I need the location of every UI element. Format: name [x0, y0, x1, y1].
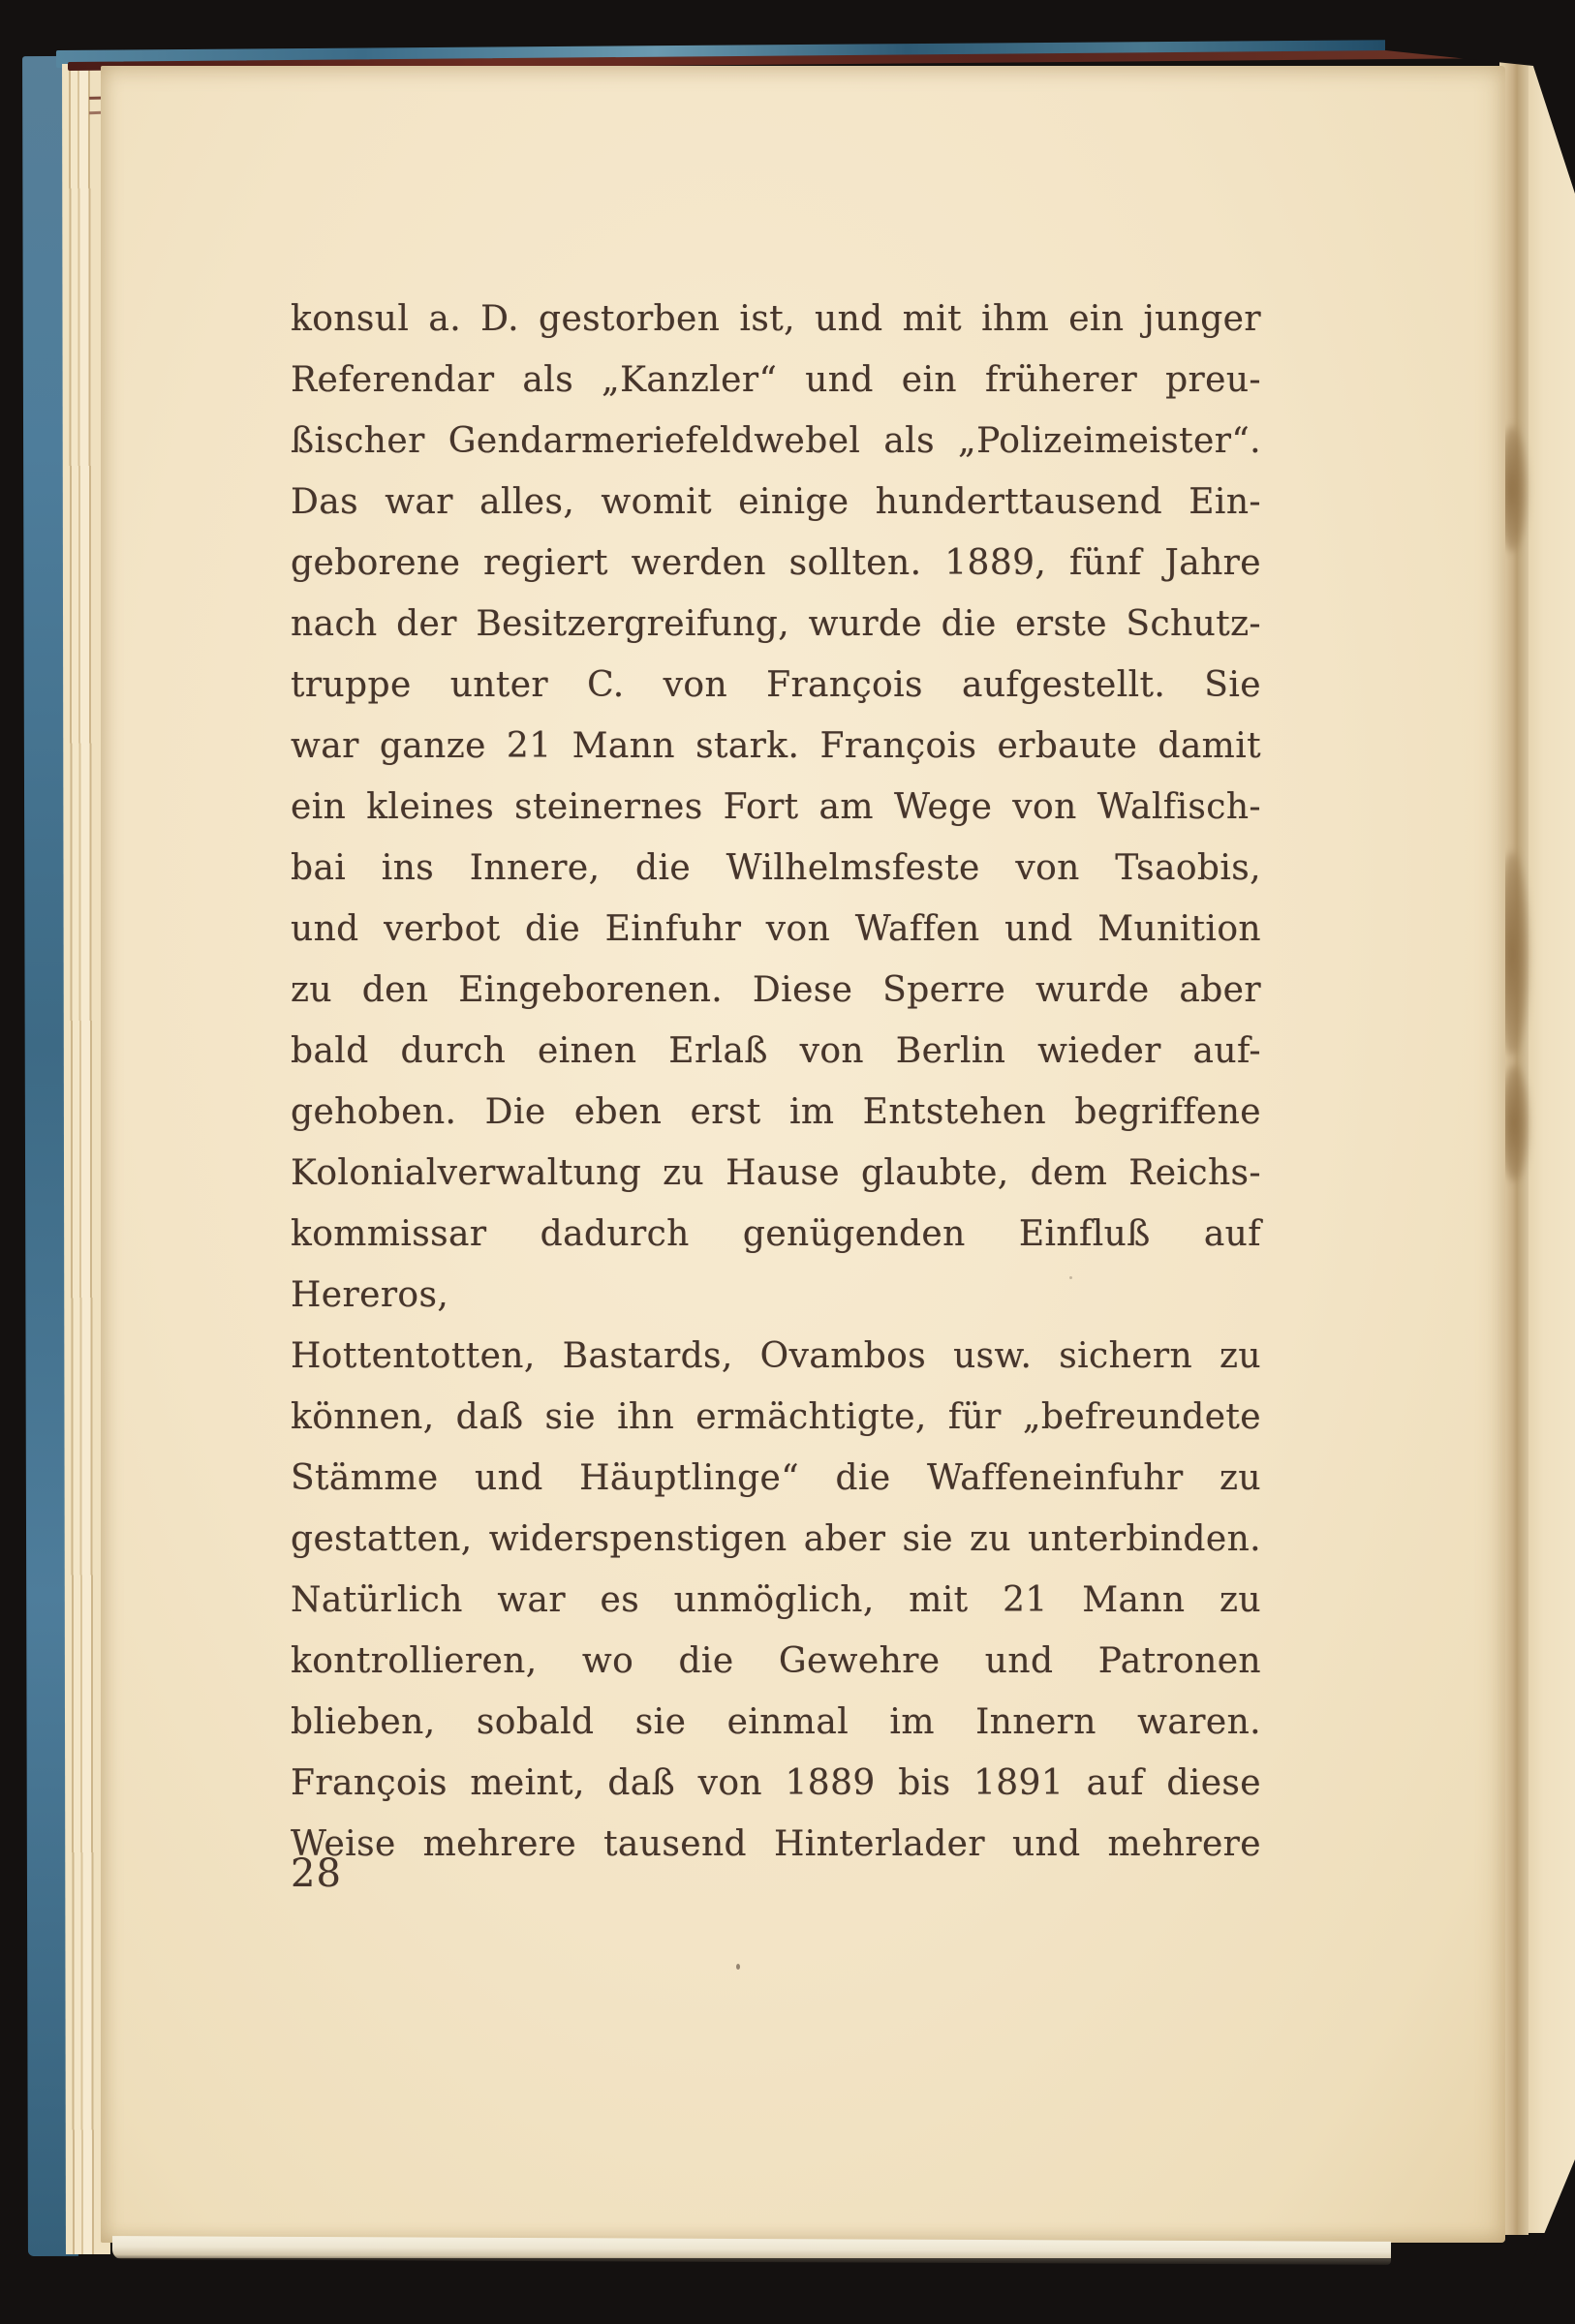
page-text-block: [291, 289, 1261, 1875]
text-line: François meint, daß von 1889 bis 1891 auf diese: [291, 1763, 1261, 1803]
text-line: war ganze 21 Mann stark. François erbaute damit: [291, 726, 1261, 766]
text-line: kontrollieren, wo die Gewehre und Patronen: [291, 1641, 1261, 1681]
text-line: Referendar als „Kanzler“ und ein früherer preu-: [291, 360, 1261, 400]
text-line: nach der Besitzergreifung, wurde die erste Schutz-: [291, 604, 1261, 644]
text-line: Kolonialverwaltung zu Hause glaubte, dem Reichs-: [291, 1153, 1261, 1193]
text-line: Natürlich war es unmöglich, mit 21 Mann zu: [291, 1580, 1261, 1620]
text-line: gehoben. Die eben erst im Entstehen begriffene: [291, 1092, 1261, 1132]
text-line: und verbot die Einfuhr von Waffen und Munition: [291, 909, 1261, 949]
paper-speck: [1069, 1276, 1072, 1279]
text-line: bald durch einen Erlaß von Berlin wieder auf-: [291, 1031, 1261, 1071]
paper-speck: [736, 1964, 740, 1970]
adjacent-page-edge: [1527, 58, 1575, 2233]
text-line: blieben, sobald sie einmal im Innern waren.: [291, 1702, 1261, 1742]
text-line: Das war alles, womit einige hunderttausend Ein-: [291, 482, 1261, 522]
text-line: Weise mehrere tausend Hinterlader und mehrere: [291, 1824, 1261, 1864]
text-line: konsul a. D. gestorben ist, und mit ihm ein junger: [291, 299, 1261, 339]
text-line: Hottentotten, Bastards, Ovambos usw. sichern zu: [291, 1336, 1261, 1376]
text-line: können, daß sie ihn ermächtigte, für „befreundete: [291, 1397, 1261, 1437]
text-line: truppe unter C. von François aufgestellt. Sie: [291, 665, 1261, 705]
text-line: bai ins Innere, die Wilhelmsfeste von Tsaobis,: [291, 848, 1261, 888]
text-line: kommissar dadurch genügenden Einfluß auf Hereros,: [291, 1214, 1261, 1315]
text-line: gestatten, widerspenstigen aber sie zu unterbinden.: [291, 1519, 1261, 1559]
table-shadow: [0, 2258, 1575, 2324]
text-line: Stämme und Häuptlinge“ die Waffeneinfuhr zu: [291, 1458, 1261, 1498]
text-line: ßischer Gendarmeriefeldwebel als „Polizeimeister“.: [291, 421, 1261, 461]
text-line: ein kleines steinernes Fort am Wege von Walfisch-: [291, 787, 1261, 827]
text-line: zu den Eingeborenen. Diese Sperre wurde aber: [291, 970, 1261, 1010]
page-number: 28: [291, 1851, 342, 1896]
text-line: geborene regiert werden sollten. 1889, fünf Jahre: [291, 543, 1261, 583]
